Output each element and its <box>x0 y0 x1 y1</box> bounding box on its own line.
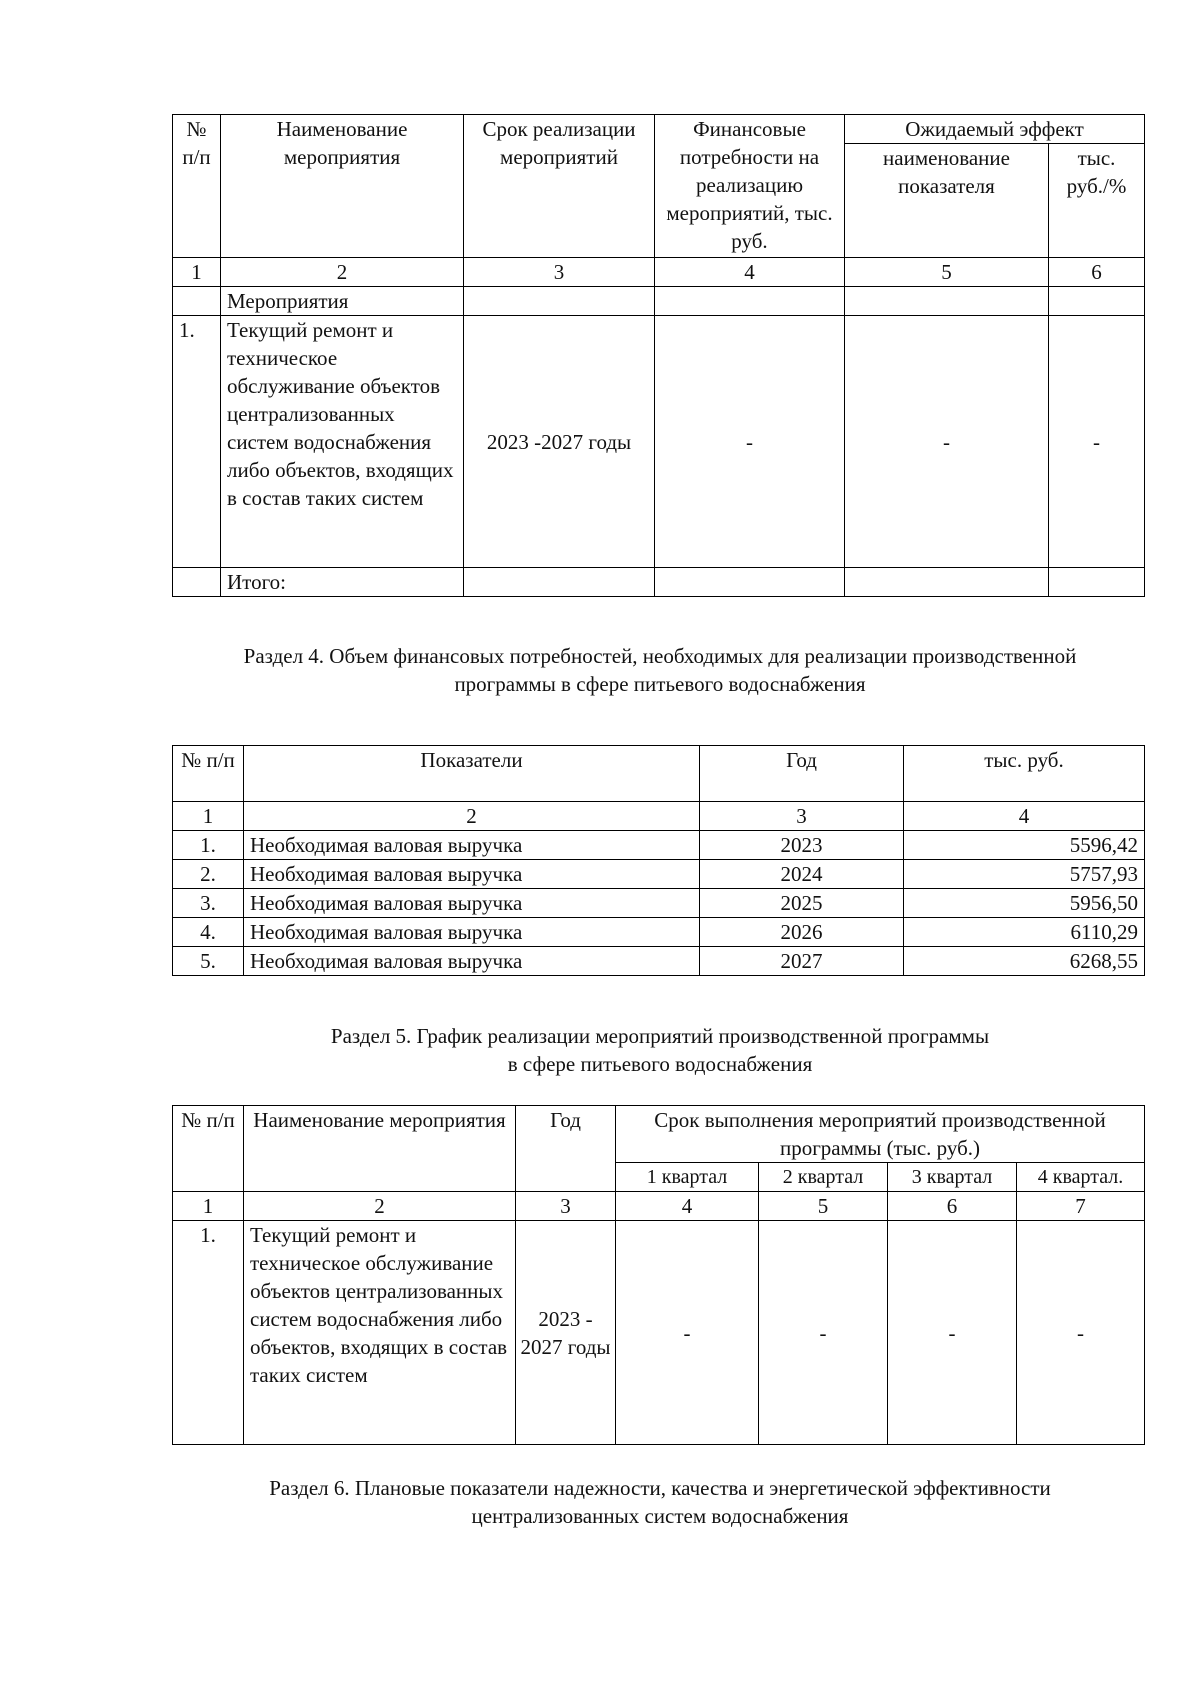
section-4-title-line2: программы в сфере питьевого водоснабжения <box>454 672 866 696</box>
t1-colnum: 4 <box>655 258 845 287</box>
t1-empty-cell <box>1049 287 1145 316</box>
t2-row-num: 3. <box>173 889 244 918</box>
t1-empty-cell <box>655 287 845 316</box>
t2-row-name: Необходимая валовая выручка <box>244 860 700 889</box>
t3-header-name: Наименование мероприятия <box>244 1106 516 1192</box>
t1-empty-cell <box>655 568 845 597</box>
t2-row-amount: 5596,42 <box>904 831 1145 860</box>
table-row <box>173 831 1145 860</box>
t3-header-q4: 4 квартал. <box>1017 1163 1145 1192</box>
t3-row-q2: - <box>759 1221 888 1445</box>
t3-colnum: 6 <box>888 1192 1017 1221</box>
t1-empty-cell <box>173 568 221 597</box>
t1-colnum: 3 <box>464 258 655 287</box>
t3-row-q4: - <box>1017 1221 1145 1445</box>
t2-colnum: 3 <box>700 802 904 831</box>
table-row <box>173 1221 1145 1445</box>
section-4-title <box>170 642 1150 698</box>
t1-colnum: 6 <box>1049 258 1145 287</box>
t3-header-q2: 2 квартал <box>759 1163 888 1192</box>
t1-colnum: 2 <box>221 258 464 287</box>
t1-empty-cell <box>173 287 221 316</box>
t2-row-name: Необходимая валовая выручка <box>244 889 700 918</box>
t1-empty-cell <box>464 287 655 316</box>
table-row <box>173 947 1145 976</box>
table-row <box>173 316 1145 568</box>
t2-header-year: Год <box>700 746 904 802</box>
t2-row-year: 2025 <box>700 889 904 918</box>
t3-row-year: 2023 - 2027 годы <box>516 1221 616 1445</box>
measures-table <box>172 114 1145 597</box>
t3-colnum: 5 <box>759 1192 888 1221</box>
t3-colnum: 1 <box>173 1192 244 1221</box>
schedule-table <box>172 1105 1145 1445</box>
t2-row-amount: 6110,29 <box>904 918 1145 947</box>
t3-header-term: Срок выполнения мероприятий производственной программы (тыс. руб.) <box>616 1106 1145 1163</box>
t3-header-year: Год <box>516 1106 616 1192</box>
t2-row-amount: 5757,93 <box>904 860 1145 889</box>
section-6-title <box>170 1474 1150 1530</box>
section-5-title-line1: Раздел 5. График реализации мероприятий производственной программы <box>330 1024 990 1048</box>
t2-row-name: Необходимая валовая выручка <box>244 918 700 947</box>
t1-row-term: 2023 -2027 годы <box>464 316 655 568</box>
table-row <box>173 918 1145 947</box>
section-6-title-line1: Раздел 6. Плановые показатели надежности, качества и энергетической эффективности <box>269 1476 1051 1500</box>
t1-empty-cell <box>845 568 1049 597</box>
t1-row-unit: - <box>1049 316 1145 568</box>
table-row <box>173 860 1145 889</box>
section-5-title <box>170 1022 1150 1078</box>
t1-section-row: Мероприятия <box>221 287 464 316</box>
t3-colnum: 7 <box>1017 1192 1145 1221</box>
t1-header-unit: тыс. руб./% <box>1049 144 1145 258</box>
section-4-title-line1: Раздел 4. Объем финансовых потребностей, необходимых для реализации производственной <box>243 644 1077 668</box>
t3-row-q1: - <box>616 1221 759 1445</box>
t2-row-name: Необходимая валовая выручка <box>244 831 700 860</box>
t1-row-name: Текущий ремонт и техническое обслуживание объектов централизованных систем водоснабжения либо объектов, входящих в состав таких систем <box>221 316 464 568</box>
t1-header-indicator: наименование показателя <box>845 144 1049 258</box>
t2-header-num: № п/п <box>173 746 244 802</box>
t1-colnum: 1 <box>173 258 221 287</box>
t2-row-year: 2027 <box>700 947 904 976</box>
t2-row-num: 5. <box>173 947 244 976</box>
t1-empty-cell <box>464 568 655 597</box>
t2-row-year: 2024 <box>700 860 904 889</box>
revenue-table <box>172 745 1145 976</box>
t3-header-q1: 1 квартал <box>616 1163 759 1192</box>
t2-row-num: 1. <box>173 831 244 860</box>
section-6-title-line2: централизованных систем водоснабжения <box>471 1504 849 1528</box>
t3-row-name: Текущий ремонт и техническое обслуживание объектов централизованных систем водоснабжения либо объектов, входящих в состав таких систем <box>244 1221 516 1445</box>
t1-empty-cell <box>845 287 1049 316</box>
t1-header-effect: Ожидаемый эффект <box>845 115 1145 144</box>
t1-header-num: № п/п <box>173 115 221 258</box>
t1-row-indicator: - <box>845 316 1049 568</box>
t1-colnum: 5 <box>845 258 1049 287</box>
t3-row-q3: - <box>888 1221 1017 1445</box>
section-5-title-line2: в сфере питьевого водоснабжения <box>507 1052 813 1076</box>
t2-row-year: 2026 <box>700 918 904 947</box>
t1-row-finance: - <box>655 316 845 568</box>
t1-row-num: 1. <box>173 316 221 568</box>
t1-header-name: Наименование мероприятия <box>221 115 464 258</box>
t2-header-indicators: Показатели <box>244 746 700 802</box>
t3-header-q3: 3 квартал <box>888 1163 1017 1192</box>
t2-colnum: 4 <box>904 802 1145 831</box>
t2-row-num: 4. <box>173 918 244 947</box>
t3-header-num: № п/п <box>173 1106 244 1192</box>
t1-total-label: Итого: <box>221 568 464 597</box>
t1-empty-cell <box>1049 568 1145 597</box>
t2-colnum: 2 <box>244 802 700 831</box>
t2-row-num: 2. <box>173 860 244 889</box>
table-row <box>173 889 1145 918</box>
t2-row-amount: 5956,50 <box>904 889 1145 918</box>
t2-row-amount: 6268,55 <box>904 947 1145 976</box>
t3-colnum: 2 <box>244 1192 516 1221</box>
t1-header-term: Срок реализации мероприятий <box>464 115 655 258</box>
t2-row-year: 2023 <box>700 831 904 860</box>
t2-colnum: 1 <box>173 802 244 831</box>
t3-colnum: 4 <box>616 1192 759 1221</box>
t3-colnum: 3 <box>516 1192 616 1221</box>
t1-header-finance: Финансовые потребности на реализацию мероприятий, тыс. руб. <box>655 115 845 258</box>
t3-row-num: 1. <box>173 1221 244 1445</box>
t2-row-name: Необходимая валовая выручка <box>244 947 700 976</box>
t2-header-amount: тыс. руб. <box>904 746 1145 802</box>
